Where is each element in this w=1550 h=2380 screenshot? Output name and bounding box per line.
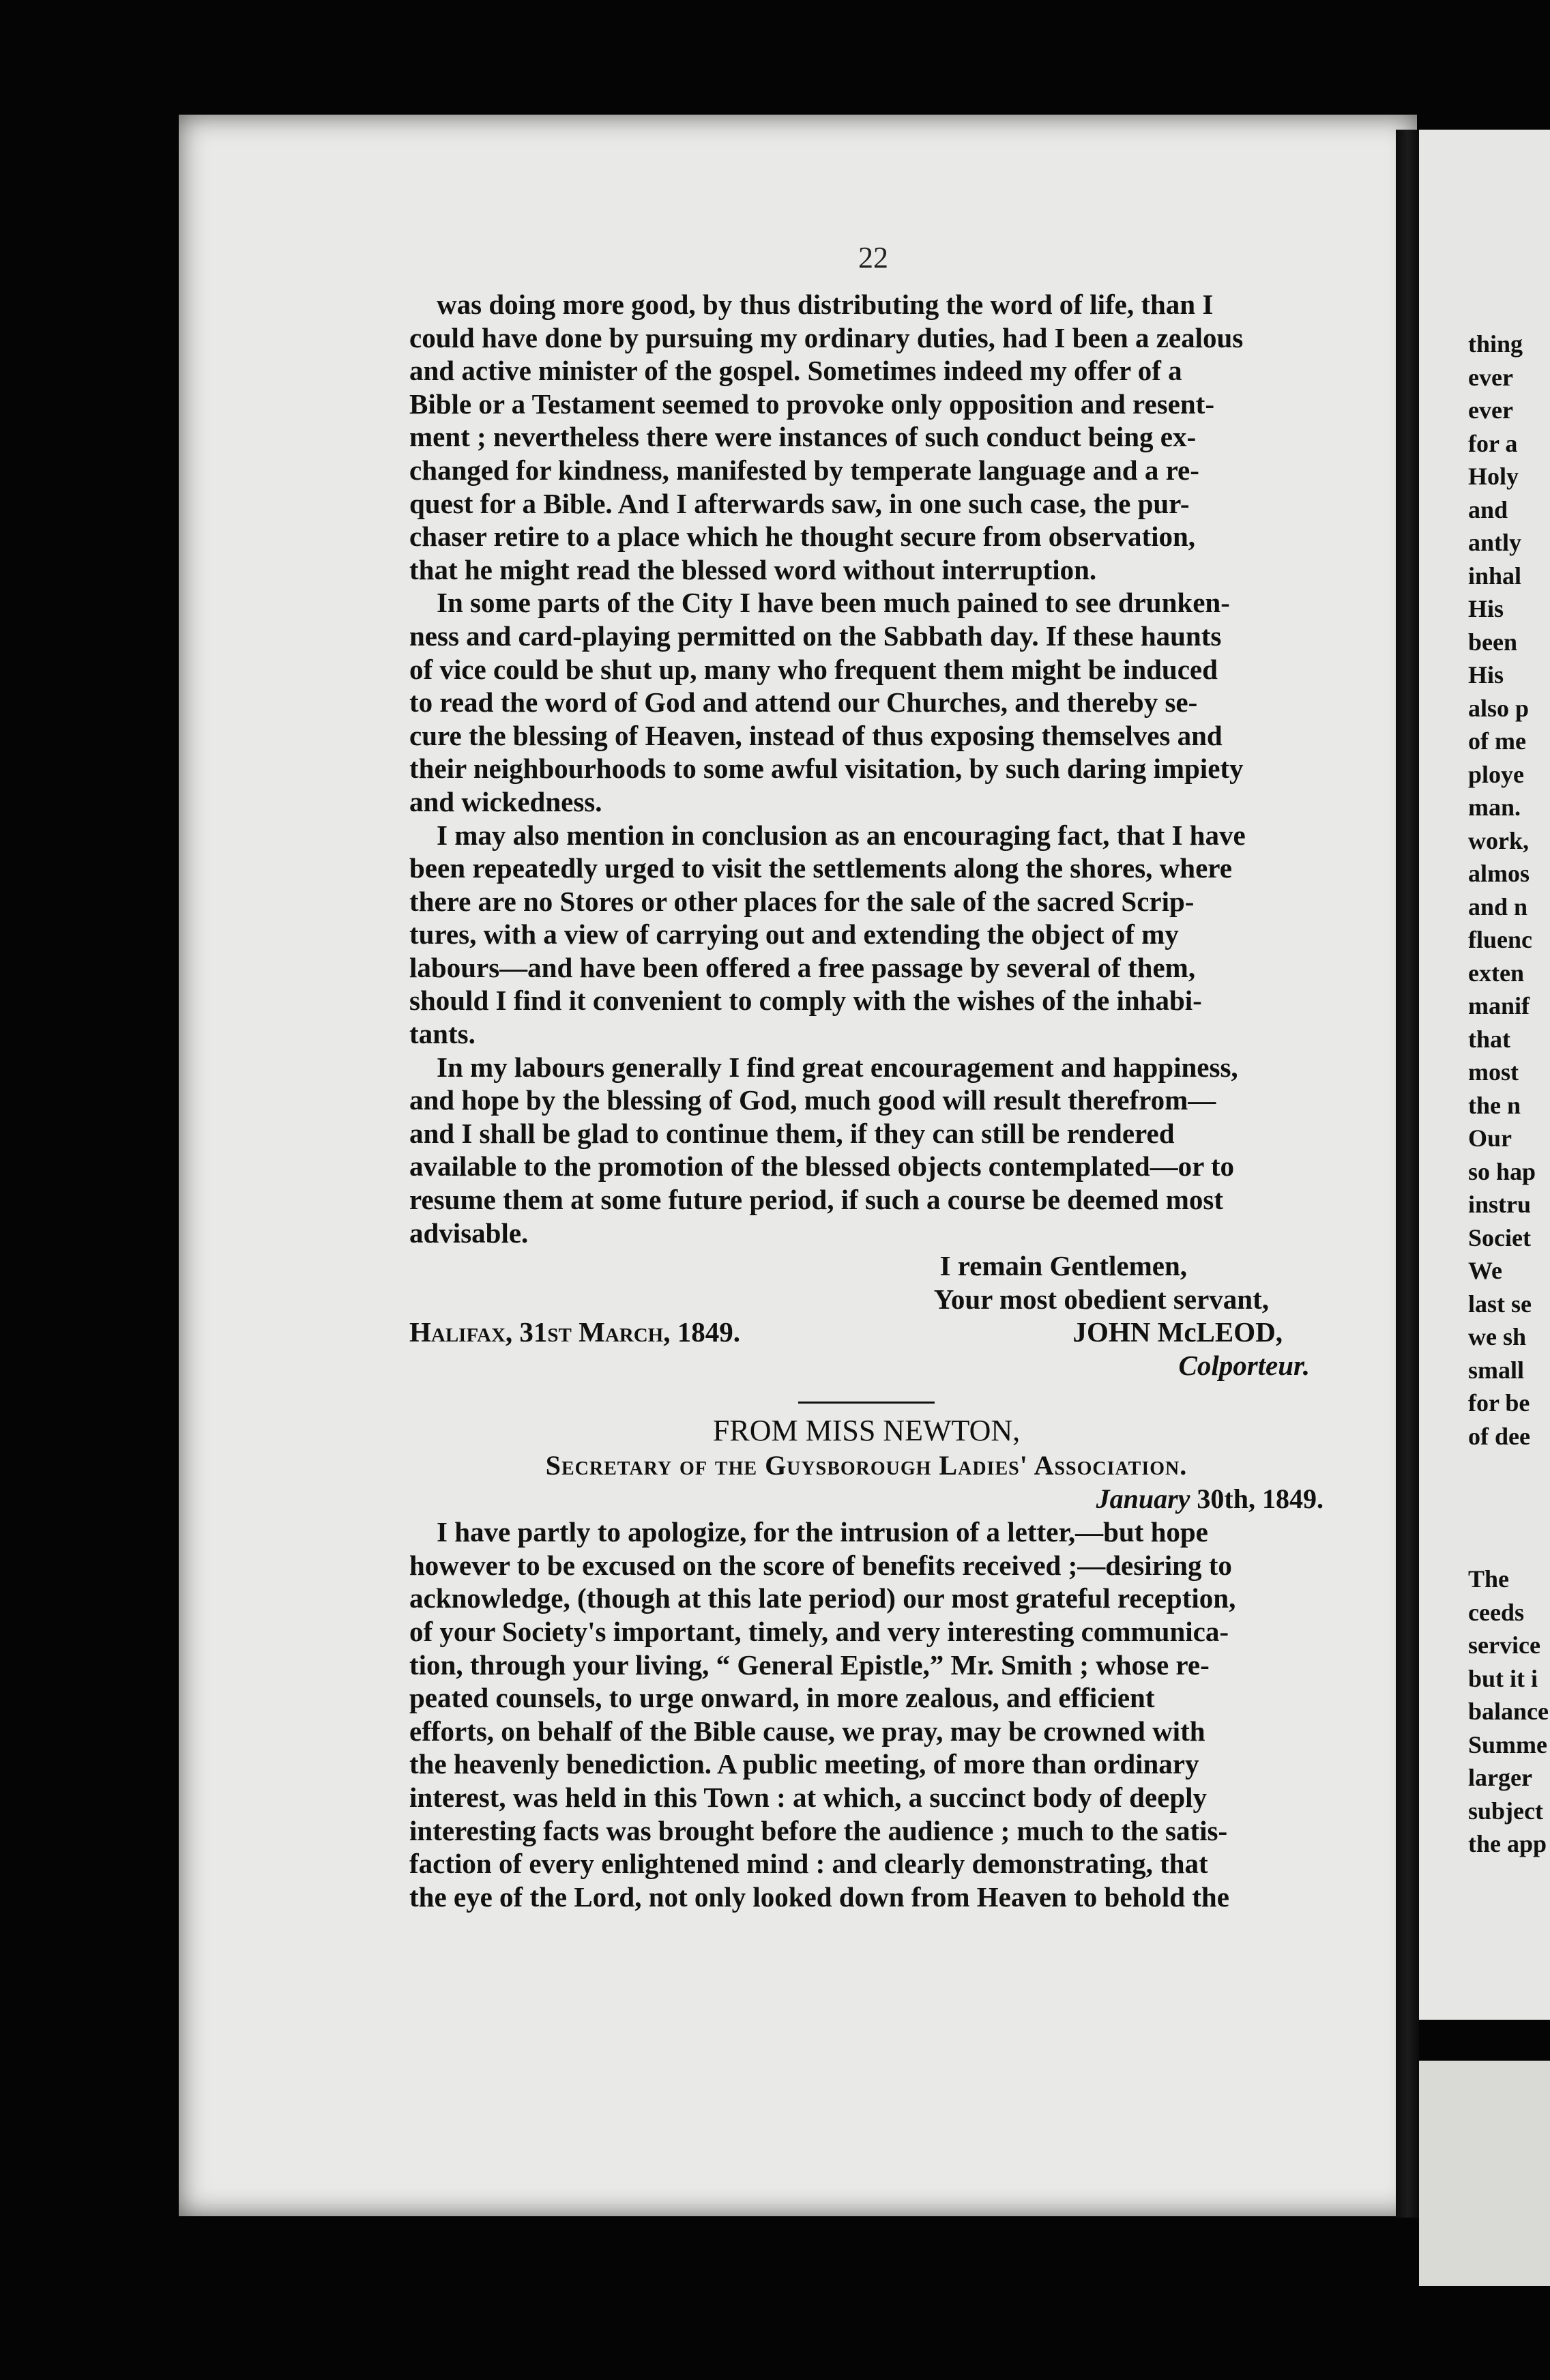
text-line: the eye of the Lord, not only looked down from Heaven to behold the: [409, 1881, 1229, 1913]
text-line: interesting facts was brought before the audience ; much to the satis-: [409, 1814, 1228, 1846]
right-page-fragment: man.: [1468, 794, 1521, 821]
right-page-fragment: last se: [1468, 1290, 1532, 1318]
right-page-fragment: His: [1468, 661, 1504, 688]
letter2-date: January 30th, 1849.: [1096, 1483, 1324, 1514]
right-page-fragment: Our: [1468, 1124, 1512, 1152]
page-number: 22: [858, 241, 888, 274]
right-page-lower-edge: [1419, 2061, 1550, 2286]
salutation: I remain Gentlemen,: [939, 1250, 1187, 1282]
text-line: of your Society's important, timely, and very interesting communica-: [409, 1615, 1229, 1647]
right-page-fragment: inhal: [1468, 562, 1522, 590]
right-page-fragment: ceeds: [1468, 1598, 1524, 1626]
book-gutter: [1396, 130, 1419, 2218]
right-page-text-upper: [1468, 328, 1536, 1453]
right-page-fragment: and: [1468, 495, 1508, 523]
text-line: their neighbourhoods to some awful visitation, by such daring impiety: [409, 753, 1244, 785]
text-line: Bible or a Testament seemed to provoke only opposition and resent-: [409, 388, 1214, 420]
text-line: labours—and have been offered a free passage by several of them,: [409, 951, 1196, 983]
text-line: In my labours generally I find great encouragement and happiness,: [437, 1051, 1238, 1083]
text-line: of vice could be shut up, many who frequent them might be induced: [409, 653, 1218, 685]
right-page-fragment: we sh: [1468, 1323, 1527, 1350]
text-line: I may also mention in conclusion as an encouraging fact, that I have: [437, 819, 1246, 851]
right-page-fragment: the n: [1468, 1091, 1521, 1119]
text-line: and wickedness.: [409, 785, 602, 817]
right-page-fragment: Holy: [1468, 463, 1519, 490]
right-page-fragment: of dee: [1468, 1422, 1530, 1450]
right-page-fragment: small: [1468, 1356, 1525, 1384]
right-page-fragment: ever: [1468, 396, 1513, 424]
right-page-fragment: larger: [1468, 1764, 1532, 1791]
right-page-fragment: that: [1468, 1025, 1510, 1053]
right-page-fragment: balance: [1468, 1698, 1549, 1725]
text-line: ment ; nevertheless there were instances of such conduct being ex-: [409, 421, 1197, 453]
letter-closing: [409, 1249, 1324, 1382]
right-page-fragment: We: [1468, 1257, 1502, 1284]
right-page-fragment: but it i: [1468, 1664, 1538, 1692]
right-page-fragment: for a: [1468, 429, 1518, 457]
right-page-fragment: also p: [1468, 694, 1530, 722]
text-line: peated counsels, to urge onward, in more zealous, and efficient: [409, 1682, 1155, 1714]
right-page-fragment: His: [1468, 595, 1504, 622]
right-page-fragment: service: [1468, 1631, 1540, 1659]
right-page-fragment: ever: [1468, 363, 1513, 391]
letter-text: [409, 240, 1324, 1913]
place-date: Halifax, 31st March, 1849.: [409, 1316, 740, 1348]
text-line: acknowledge, (though at this late period) our most grateful reception,: [409, 1582, 1236, 1614]
text-line: and I shall be glad to continue them, if they can still be rendered: [409, 1117, 1175, 1149]
text-line: and hope by the blessing of God, much good will result therefrom—: [409, 1084, 1216, 1116]
right-page-fragment: work,: [1468, 826, 1529, 854]
text-line: tion, through your living, “ General Epistle,” Mr. Smith ; whose re-: [409, 1649, 1210, 1681]
text-line: tants.: [409, 1018, 476, 1050]
text-line: tures, with a view of carrying out and extending the object of my: [409, 918, 1179, 950]
right-page-fragment: Summe: [1468, 1730, 1547, 1758]
text-line: that he might read the blessed word without interruption.: [409, 553, 1097, 585]
text-line: should I find it convenient to comply with the wishes of the inhabi-: [409, 985, 1202, 1017]
right-page-fragment: fluenc: [1468, 926, 1532, 953]
text-line: ness and card-playing permitted on the Sabbath day. If these haunts: [409, 620, 1222, 652]
text-line: efforts, on behalf of the Bible cause, we pray, may be crowned with: [409, 1715, 1205, 1747]
right-page-fragment: thing: [1468, 330, 1523, 358]
right-page-fragment: ploye: [1468, 760, 1525, 788]
letter2-subheading: Secretary of the Guysborough Ladies' Association.: [545, 1449, 1188, 1481]
right-page-fragment: most: [1468, 1058, 1519, 1086]
right-page-fragment: almos: [1468, 860, 1530, 887]
text-line: cure the blessing of Heaven, instead of thus exposing themselves and: [409, 719, 1223, 751]
text-line: chaser retire to a place which he thought secure from observation,: [409, 521, 1196, 553]
right-page-fragment: Societ: [1468, 1223, 1531, 1251]
text-line: quest for a Bible. And I afterwards saw, in one such case, the pur-: [409, 487, 1190, 519]
right-page-fragment: of me: [1468, 727, 1526, 755]
letter2-heading: FROM MISS NEWTON,: [712, 1413, 1021, 1447]
text-line: the heavenly benediction. A public meeting, of more than ordinary: [409, 1748, 1199, 1780]
text-line: available to the promotion of the blessed objects contemplated—or to: [409, 1150, 1235, 1182]
right-page-fragment: the app: [1468, 1830, 1547, 1857]
text-line: interest, was held in this Town : at which, a succinct body of deeply: [409, 1781, 1208, 1813]
valediction: Your most obedient servant,: [933, 1283, 1269, 1315]
right-page-fragment: instru: [1468, 1191, 1532, 1218]
text-line: I have partly to apologize, for the intrusion of a letter,—but hope: [437, 1516, 1208, 1548]
text-line: faction of every enlightened mind : and clearly demonstrating, that: [409, 1848, 1208, 1880]
text-line: to read the word of God and attend our Churches, and thereby se-: [409, 686, 1198, 719]
text-line: was doing more good, by thus distributing the word of life, than I: [437, 289, 1214, 320]
right-page-fragment: exten: [1468, 959, 1524, 987]
text-line: advisable.: [409, 1217, 529, 1249]
right-page-fragment: manif: [1468, 992, 1530, 1019]
text-line: there are no Stores or other places for the sale of the sacred Scrip-: [409, 885, 1195, 917]
text-line: and active minister of the gospel. Sometimes indeed my offer of a: [409, 355, 1182, 387]
text-line: In some parts of the City I have been much pained to see drunken-: [437, 587, 1230, 619]
signer-role: Colporteur.: [1178, 1350, 1310, 1381]
right-page-fragment: been: [1468, 628, 1517, 656]
right-page-fragment: and n: [1468, 893, 1528, 920]
text-line: could have done by pursuing my ordinary duties, had I been a zealous: [409, 321, 1244, 353]
signer-name: JOHN McLEOD,: [1072, 1316, 1283, 1348]
right-page-text-lower: [1468, 1563, 1549, 1861]
section-rule: [798, 1402, 935, 1404]
right-page-fragment: antly: [1468, 529, 1522, 556]
right-page-fragment: for be: [1468, 1389, 1530, 1417]
text-line: resume them at some future period, if such a course be deemed most: [409, 1184, 1224, 1216]
letter-mcleod-body: [409, 288, 1324, 1249]
text-line: been repeatedly urged to visit the settlements along the shores, where: [409, 852, 1232, 884]
right-page-fragment: so hap: [1468, 1157, 1536, 1185]
right-page-fragment: The: [1468, 1565, 1510, 1593]
right-page-fragment: subject: [1468, 1797, 1543, 1825]
text-line: changed for kindness, manifested by temperate language and a re-: [409, 454, 1199, 486]
text-line: however to be excused on the score of benefits received ;—desiring to: [409, 1549, 1232, 1581]
letter-newton-body: [409, 1515, 1324, 1913]
